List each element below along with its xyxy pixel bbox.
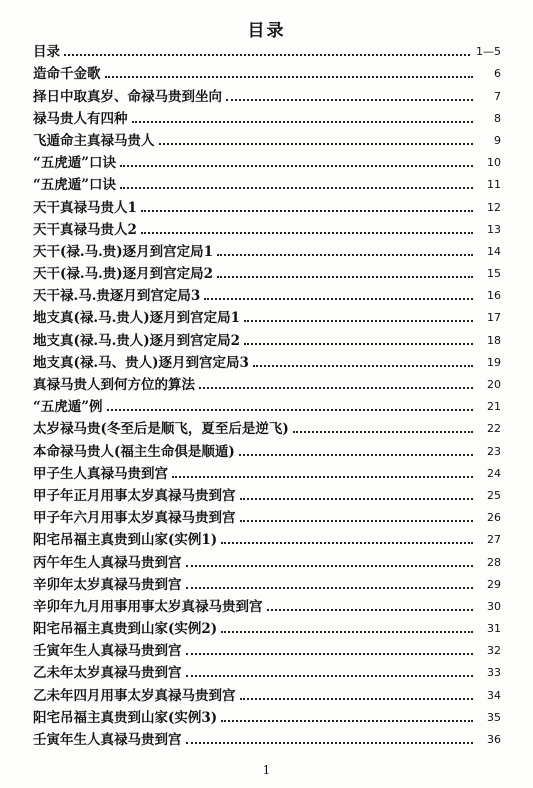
page-title: 目录: [247, 21, 286, 41]
dot-leader: [217, 275, 473, 278]
toc-entry-page: 28: [487, 555, 501, 569]
toc-entry-page: 35: [487, 710, 501, 724]
toc-entry-page: 36: [487, 733, 501, 746]
table-of-contents: [33, 40, 501, 750]
toc-entry-page: 12: [487, 200, 501, 214]
toc-entry[interactable]: [33, 84, 501, 106]
toc-entry-page: 27: [487, 533, 501, 547]
toc-entry[interactable]: [33, 240, 501, 262]
toc-entry-page: 10: [487, 156, 501, 170]
toc-entry-title: 飞遁命主真禄马贵人: [33, 132, 155, 149]
toc-entry-title: 真禄马贵人到何方位的算法: [33, 377, 195, 393]
toc-entry-page: 18: [487, 333, 501, 347]
toc-entry[interactable]: [33, 373, 501, 395]
toc-entry-title: 辛卯年太岁真禄马贵到宫: [33, 576, 182, 593]
toc-entry-title: 甲子年六月用事太岁真禄马贵到宫: [33, 510, 236, 527]
toc-entry-page: 16: [487, 289, 501, 303]
dot-leader: [244, 342, 473, 345]
dot-leader: [204, 297, 473, 300]
dot-leader: [199, 386, 473, 389]
toc-entry-page: 30: [487, 599, 501, 613]
toc-entry[interactable]: [33, 439, 501, 461]
toc-entry-title: 造命千金歌: [33, 66, 101, 83]
toc-entry-title: 辛卯年九月用事用事太岁真禄马贵到宫: [33, 598, 263, 615]
dot-leader: [186, 652, 474, 655]
toc-entry-title: “五虎遁”口诀: [33, 177, 117, 194]
toc-entry[interactable]: [33, 417, 501, 439]
toc-entry[interactable]: [33, 639, 501, 661]
dot-leader: [253, 364, 473, 367]
toc-entry[interactable]: [33, 306, 501, 328]
toc-entry-page: 14: [487, 244, 501, 258]
toc-entry[interactable]: [33, 617, 501, 639]
toc-entry-page: 6: [494, 67, 501, 81]
toc-entry-title: 天干(禄.马.贵)逐月到宫定局1: [33, 243, 214, 260]
toc-entry-title: 禄马贵人有四种: [33, 110, 128, 127]
dot-leader: [64, 53, 470, 56]
dot-leader: [172, 475, 473, 478]
toc-entry[interactable]: [33, 550, 501, 572]
toc-entry-title: “五虎遁”例: [33, 399, 103, 416]
toc-entry-title: 地支真(禄.马.贵人)逐月到宫定局1: [33, 310, 241, 327]
toc-entry[interactable]: [33, 683, 501, 705]
toc-entry-page: 13: [487, 222, 501, 236]
toc-entry-page: 23: [487, 444, 501, 458]
toc-entry[interactable]: [33, 462, 501, 484]
dot-leader: [221, 719, 473, 722]
toc-entry-title: 阳宅吊福主真贵到山家(实例2): [33, 621, 218, 638]
dot-leader: [217, 253, 473, 256]
dot-leader: [293, 430, 473, 433]
toc-entry-page: 9: [494, 133, 501, 147]
toc-entry-page: 29: [487, 577, 501, 591]
toc-entry[interactable]: [33, 284, 501, 306]
toc-entry-title: 地支真(禄.马.贵人)逐月到宫定局2: [33, 332, 241, 349]
toc-entry[interactable]: [33, 351, 501, 373]
dot-leader: [186, 741, 474, 744]
dot-leader: [186, 674, 474, 677]
toc-entry[interactable]: [33, 573, 501, 595]
toc-entry[interactable]: [33, 107, 501, 129]
toc-entry-page: 34: [487, 688, 501, 702]
toc-entry-page: 24: [487, 466, 501, 480]
toc-entry-title: 甲子年正月用事太岁真禄马贵到宫: [33, 487, 236, 504]
toc-entry-title: 甲子生人真禄马贵到宫: [33, 465, 168, 482]
toc-entry-page: 25: [487, 488, 501, 502]
dot-leader: [221, 541, 473, 544]
toc-entry-page: 1—5: [476, 45, 501, 59]
toc-entry-page: 33: [487, 666, 501, 680]
toc-entry-title: 天干真禄马贵人1: [33, 199, 137, 216]
toc-entry-title: 目录: [33, 44, 60, 61]
toc-entry-title: 地支真(禄.马、贵人)逐月到宫定局3: [33, 354, 249, 371]
dot-leader: [221, 630, 473, 633]
toc-entry[interactable]: [33, 262, 501, 284]
toc-entry-title: 择日中取真岁、命禄马贵到坐向: [33, 88, 222, 105]
toc-entry[interactable]: [33, 151, 501, 173]
toc-entry[interactable]: [33, 40, 501, 62]
toc-entry-page: 26: [487, 511, 501, 525]
toc-entry-title: 乙未年四月用事太岁真禄马贵到宫: [33, 687, 236, 704]
dot-leader: [105, 75, 474, 78]
dot-leader: [120, 164, 473, 167]
toc-entry[interactable]: [33, 728, 501, 750]
toc-entry-title: 阳宅吊福主真贵到山家(实例3): [33, 709, 218, 726]
toc-entry-page: 20: [487, 378, 501, 391]
toc-entry-page: 31: [487, 622, 501, 636]
dot-leader: [186, 564, 474, 567]
dot-leader: [239, 453, 473, 456]
toc-entry-title: 乙未年太岁真禄马贵到宫: [33, 665, 182, 682]
toc-entry-title: 太岁禄马贵(冬至后是顺飞，夏至后是逆飞): [33, 421, 289, 438]
toc-entry[interactable]: [33, 661, 501, 683]
toc-entry-page: 8: [494, 111, 501, 125]
toc-entry-page: 22: [487, 422, 501, 436]
toc-entry[interactable]: [33, 528, 501, 550]
toc-entry[interactable]: [33, 506, 501, 528]
toc-entry-page: 17: [487, 311, 501, 325]
toc-entry-title: “五虎遁”口诀: [33, 155, 117, 172]
toc-entry-title: 天干(禄.马.贵)逐月到宫定局2: [33, 266, 214, 283]
toc-entry-page: 32: [487, 644, 501, 658]
toc-entry-title: 丙午年生人真禄马贵到宫: [33, 554, 182, 571]
dot-leader: [240, 697, 474, 700]
toc-entry[interactable]: [33, 484, 501, 506]
dot-leader: [267, 608, 474, 611]
toc-entry[interactable]: [33, 595, 501, 617]
toc-entry[interactable]: [33, 62, 501, 84]
dot-leader: [107, 408, 473, 411]
toc-entry-title: 阳宅吊福主真贵到山家(实例1): [33, 532, 218, 549]
toc-entry-title: 本命禄马贵人(福主生命俱是顺遁): [33, 443, 235, 460]
toc-entry-title: 壬寅年生人真禄马贵到宫: [33, 732, 182, 748]
dot-leader: [120, 186, 473, 189]
toc-entry[interactable]: [33, 218, 501, 240]
toc-entry-page: 21: [487, 400, 501, 414]
dot-leader: [141, 231, 473, 234]
toc-entry-title: 天干真禄马贵人2: [33, 221, 137, 238]
dot-leader: [159, 142, 474, 145]
page-number: 1: [262, 763, 271, 777]
toc-entry-title: 天干禄.马.贵逐月到宫定局3: [33, 288, 201, 305]
dot-leader: [141, 209, 473, 212]
toc-entry-page: 7: [494, 89, 501, 103]
dot-leader: [240, 497, 474, 500]
dot-leader: [186, 586, 474, 589]
dot-leader: [240, 519, 474, 522]
toc-entry[interactable]: [33, 395, 501, 417]
dot-leader: [244, 319, 473, 322]
toc-entry-page: 19: [487, 355, 501, 369]
dot-leader: [132, 120, 474, 123]
toc-entry-page: 11: [487, 178, 501, 192]
toc-entry-title: 壬寅年生人真禄马贵到宫: [33, 643, 182, 660]
toc-entry[interactable]: [33, 706, 501, 728]
toc-entry[interactable]: [33, 195, 501, 217]
toc-entry[interactable]: [33, 129, 501, 151]
toc-entry[interactable]: [33, 328, 501, 350]
toc-entry[interactable]: [33, 173, 501, 195]
dot-leader: [226, 98, 473, 101]
toc-entry-page: 15: [487, 267, 501, 281]
